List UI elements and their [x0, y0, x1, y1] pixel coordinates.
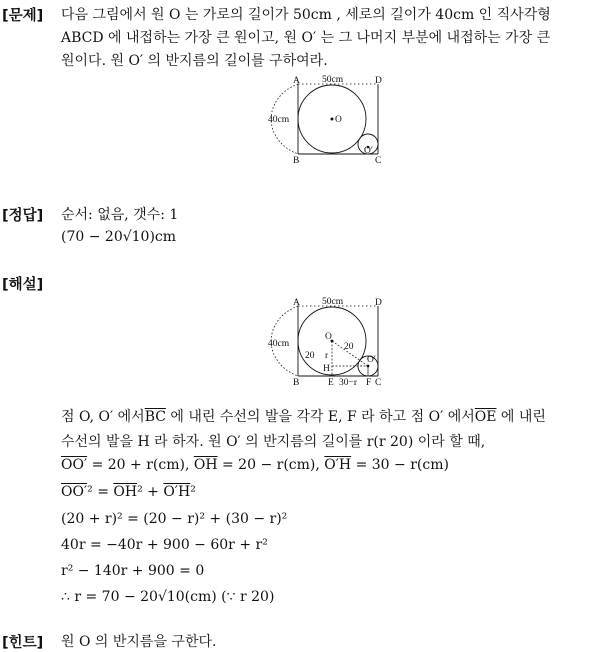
label-B: B	[293, 378, 300, 388]
label-O: O	[335, 115, 342, 125]
label-O2: O′	[367, 355, 376, 365]
r-label: r	[325, 351, 329, 361]
width-label: 50cm	[322, 297, 344, 307]
answer-line: 순서: 없음, 갯수: 1	[61, 207, 179, 223]
explanation-line-5: (20 + r)² = (20 − r)² + (30 − r)²	[61, 511, 288, 527]
hint-line: 원 O 의 반지름을 구한다.	[61, 634, 217, 650]
radius-20-label: 20	[305, 351, 315, 361]
segment-20-label: 20	[344, 342, 354, 352]
label-F: F	[366, 378, 372, 388]
explanation-line-6: 40r = −40r + 900 − 60r + r²	[61, 537, 268, 553]
label-C: C	[375, 156, 382, 166]
explanation-tag: [해설]	[2, 277, 44, 293]
height-label: 40cm	[268, 339, 290, 349]
hint-tag: [힌트]	[2, 635, 44, 651]
label-D: D	[375, 76, 382, 86]
label-O2: O′	[364, 146, 373, 156]
explanation-line-3: OO′ = 20 + r(cm), $\overline{OH} = 20 - r(cm)$, O′H = 30 − r(cm)	[61, 457, 449, 473]
problem-figure	[262, 74, 392, 166]
explanation-line-4: $OO'^2 = \overline{OH}^2 + O'H^2$	[61, 484, 196, 500]
height-label: 40cm	[268, 115, 290, 125]
label-E: E	[328, 378, 334, 388]
label-D: D	[375, 298, 382, 308]
problem-line: 원이다. 원 O′ 의 반지름의 길이를 구하여라.	[61, 53, 328, 69]
label-A: A	[293, 298, 300, 308]
answer-value: (70 − 20√10)cm	[61, 229, 177, 245]
answer-tag: [정답]	[2, 208, 44, 224]
label-H: H	[323, 364, 330, 374]
label-B: B	[293, 156, 300, 166]
problem-line: ABCD 에 내접하는 가장 큰 원이고, 원 O′ 는 그 나머지 부분에 내접하는 가장 큰	[61, 30, 551, 46]
explanation-line-8: ∴ r = 70 − 20√10(cm) (∵ r 20)	[61, 589, 275, 605]
explanation-line-2: 수선의 발을 H 라 하자. 원 O′ 의 반지름의 길이를 r(r 20) 이라 할 때,	[61, 434, 486, 450]
problem-line: 다음 그림에서 원 O 는 가로의 길이가 50cm , 세로의 길이가 40cm 인 직사각형	[61, 7, 551, 23]
explanation-line-1: 점 O, O′ 에서$\overline{BC}$ 에 내린 수선의 발을 각각 E, F 라 하고 점 O′ 에서$\overline{OE}$ 에 내린	[61, 409, 546, 425]
explanation-line-7: r² − 140r + 900 = 0	[61, 563, 205, 579]
segment-30-r-label: 30−r	[339, 378, 358, 388]
problem-tag: [문제]	[2, 8, 44, 24]
label-A: A	[293, 76, 300, 86]
label-C: C	[375, 378, 382, 388]
explanation-figure	[262, 296, 392, 388]
label-O: O	[325, 332, 332, 342]
width-label: 50cm	[322, 75, 344, 85]
